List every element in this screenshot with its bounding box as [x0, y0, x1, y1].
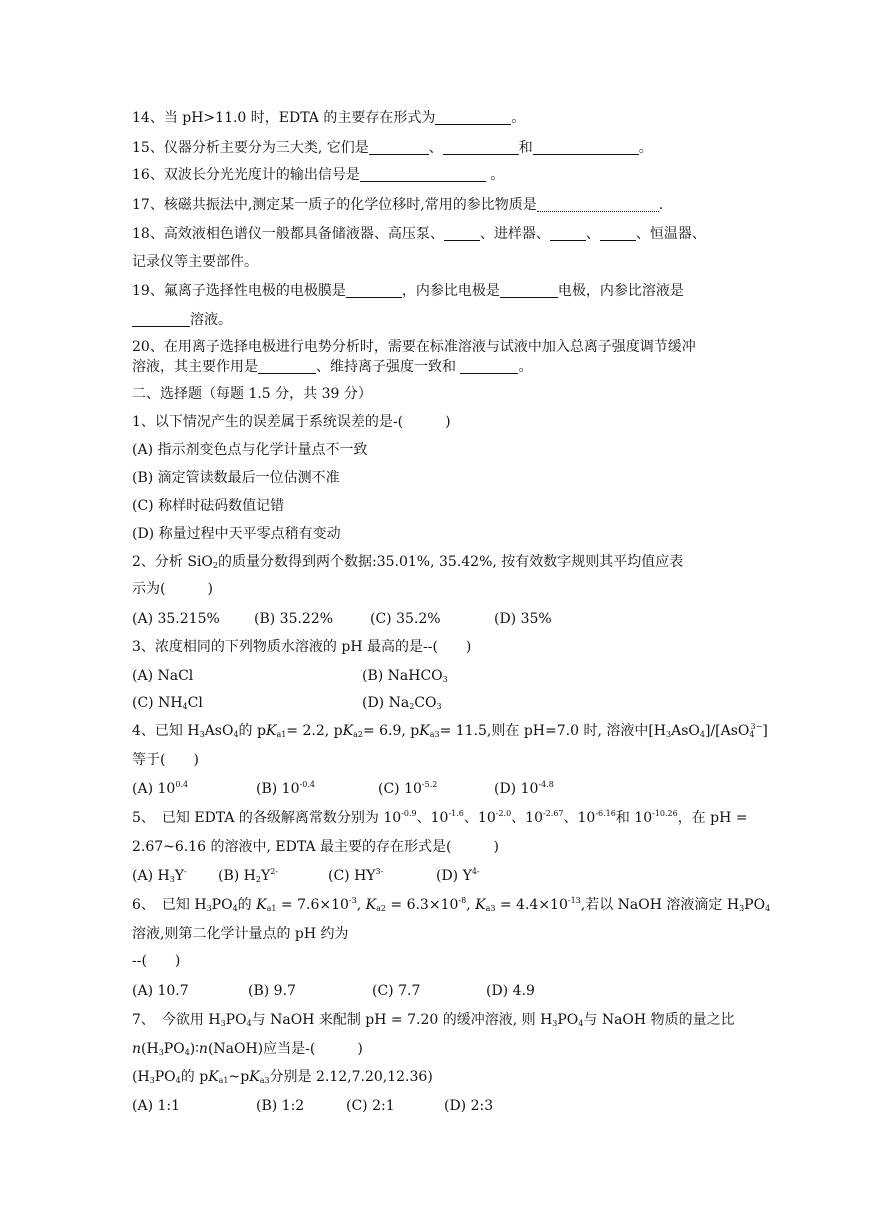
- subscript: 4: [749, 730, 755, 739]
- question-14: [132, 109, 525, 127]
- mc-question-5-cont: 2.67~6.16 的溶液中, EDTA 最主要的存在形式是( ): [132, 839, 499, 855]
- question-17: [132, 196, 663, 214]
- mc-question-7-cont: [132, 1040, 363, 1058]
- mc-question-6: [132, 896, 770, 914]
- q4-text: 4、已知 H: [132, 723, 200, 739]
- option-b[interactable]: (B) 35.22%: [254, 611, 334, 627]
- q6-text: = 6.3×10: [385, 897, 459, 913]
- q7-text: PO: [557, 1012, 579, 1028]
- subscript: 2: [255, 875, 261, 884]
- q16-end: 。: [490, 167, 505, 183]
- superscript: 0.4: [175, 780, 189, 789]
- mc-question-6-cont: 溶液,则第二化学计量点的 pH 约为: [132, 926, 349, 942]
- superscript: -8: [458, 896, 467, 905]
- k-symbol: K: [265, 723, 277, 739]
- superscript: 4-: [471, 867, 480, 876]
- option-c[interactable]: [328, 867, 383, 885]
- question-19-cont: [132, 311, 232, 329]
- answer-blank[interactable]: [460, 359, 518, 374]
- subscript: 4: [246, 1019, 252, 1028]
- answer-blank[interactable]: [369, 140, 429, 155]
- section-heading: 二、选择题（每题 1.5 分，共 39 分）: [132, 386, 372, 402]
- q6-text: 的: [237, 897, 257, 913]
- subscript: 3: [436, 702, 442, 711]
- q7-text: 分别是 2.12,7.20,12.36): [269, 1069, 433, 1085]
- option-c-text: (C) 10: [378, 781, 422, 797]
- superscript: -10.26: [652, 809, 678, 818]
- answer-blank[interactable]: [360, 167, 486, 182]
- option-d[interactable]: (D) 4.9: [486, 983, 535, 999]
- q18-text-4: 记录仪等主要部件。: [132, 254, 258, 270]
- subscript: 4: [699, 730, 705, 739]
- q5-text: 和 10: [615, 810, 653, 826]
- superscript: 3−: [750, 722, 763, 731]
- mc-question-7: [132, 1011, 735, 1029]
- option-d-text: (D) Y: [436, 868, 472, 884]
- mc-question-6-cont-2: --( ): [132, 953, 181, 969]
- q5-text: 5、 已知 EDTA 的各级解离常数分别为 10: [132, 810, 402, 826]
- q19-text: 19、氟离子选择性电极的电极膜是: [132, 283, 346, 299]
- k-symbol: K: [208, 1069, 219, 1085]
- q20-text: 20、在用离子选择电极进行电势分析时，需要在标准溶液与试液中加入总离子强度调节缓冲: [132, 339, 696, 355]
- answer-blank[interactable]: [537, 197, 659, 212]
- q4-text: AsO: [204, 723, 234, 739]
- answer-blank[interactable]: [435, 110, 511, 125]
- q14-text: 14、当 pH>11.0 时，EDTA 的主要存在形式为: [132, 110, 436, 126]
- option-c-text: (C) NH: [132, 695, 183, 711]
- option-b[interactable]: [362, 667, 448, 685]
- subscript: 3: [739, 904, 745, 913]
- subscript: a3: [259, 1076, 270, 1085]
- option-c-text: (C) HY: [328, 868, 376, 884]
- mc-question-2: [132, 553, 683, 571]
- q5-text: 、10: [416, 810, 449, 826]
- subscript: 4: [765, 904, 771, 913]
- subscript: 3: [220, 1019, 226, 1028]
- subscript: a3: [429, 730, 440, 739]
- q7-text: 的 p: [180, 1069, 209, 1085]
- k-symbol: K: [256, 897, 267, 913]
- q5-text: 、10: [511, 810, 543, 826]
- option-a-text-2: Y: [174, 868, 185, 884]
- q7-text: PO: [154, 1069, 176, 1085]
- answer-blank[interactable]: [550, 226, 586, 241]
- superscript: -2.67: [543, 809, 564, 818]
- superscript: -0.9: [401, 809, 417, 818]
- question-16: [132, 166, 504, 184]
- subscript: 3: [149, 1076, 155, 1085]
- superscript: -5.2: [421, 780, 438, 789]
- k-symbol: K: [342, 723, 354, 739]
- subscript: 3: [169, 875, 175, 884]
- subscript: 3: [552, 1019, 558, 1028]
- option-b[interactable]: [256, 780, 315, 798]
- option-a[interactable]: (A) NaCl: [132, 668, 194, 684]
- q4-text: = 11.5,则在 pH=7.0 时, 溶液中[H: [439, 723, 667, 739]
- option-b-text: (B) H: [218, 868, 256, 884]
- option-d[interactable]: [494, 780, 554, 798]
- subscript: a2: [353, 730, 363, 739]
- subscript: a2: [376, 904, 386, 913]
- n-symbol: n: [198, 1041, 208, 1057]
- q6-text: = 4.4×10: [495, 897, 568, 913]
- q4-text: AsO: [671, 723, 700, 739]
- mc-question-1: 1、以下情况产生的误差属于系统误差的是-( ): [132, 414, 451, 430]
- subscript: a1: [266, 904, 277, 913]
- option-b-text-2: Y: [260, 868, 271, 884]
- option-a[interactable]: [132, 867, 187, 885]
- option-b-text: (B) 10: [256, 781, 300, 797]
- subscript: 3: [199, 730, 205, 739]
- option-d[interactable]: (D) 35%: [494, 611, 552, 627]
- superscript: -13: [567, 896, 581, 905]
- q20-text-2: 溶液，其主要作用是: [132, 359, 258, 375]
- q19-text-3: 电极，内参比溶液是: [557, 283, 684, 299]
- answer-blank[interactable]: [444, 226, 480, 241]
- k-symbol: K: [475, 897, 486, 913]
- mc-question-7-note: [132, 1068, 433, 1086]
- question-20-cont: [132, 358, 532, 376]
- option-d-text: (D) Na: [362, 695, 410, 711]
- superscript: -1.6: [448, 809, 464, 818]
- q7-text: PO: [225, 1012, 247, 1028]
- answer-blank[interactable]: [258, 359, 316, 374]
- q19-text-4: 溶液。: [190, 312, 232, 328]
- option-d[interactable]: [362, 694, 442, 712]
- q14-end: 。: [511, 110, 526, 126]
- option-a[interactable]: (A) 1:1: [132, 1098, 181, 1114]
- q7-text: (H: [141, 1041, 159, 1057]
- k-symbol: K: [249, 1069, 260, 1085]
- mc-question-3: 3、浓度相同的下列物质水溶液的 pH 最高的是--( ): [132, 639, 472, 655]
- q18-text-3: 、恒温器、: [635, 226, 706, 242]
- option-a[interactable]: (A) 35.215%: [132, 611, 220, 627]
- subscript: a1: [276, 730, 287, 739]
- q6-text: PO: [211, 897, 233, 913]
- q6-text: ,: [466, 897, 476, 913]
- q19-text-2: ，内参比电极是: [401, 283, 500, 299]
- q7-text: PO: [163, 1041, 185, 1057]
- subscript: 4: [184, 1048, 190, 1057]
- option-a[interactable]: (A) 10.7: [132, 983, 189, 999]
- option-c[interactable]: (C) 称样时砝码数值记错: [132, 498, 285, 514]
- q6-text: = 7.6×10: [276, 897, 349, 913]
- q6-text: ,若以 NaOH 溶液滴定 H: [580, 897, 740, 913]
- option-c[interactable]: (C) 35.2%: [370, 611, 441, 627]
- q20-text-3: 、维持离子强度一致和: [316, 359, 456, 375]
- superscript: -0.4: [299, 780, 315, 789]
- q15-text: 15、仪器分析主要分为三大类, 它们是: [132, 140, 369, 156]
- q6-text: 6、 已知 H: [132, 897, 207, 913]
- option-a-text: (A) 10: [132, 781, 176, 797]
- q2-text-2: 的质量分数得到两个数据:35.01%, 35.42%, 按有效数字规则其平均值应表: [218, 554, 684, 570]
- q7-text: 与 NaOH 来配制 pH = 7.20 的缓冲溶液, 则 H: [251, 1012, 553, 1028]
- superscript: 2-: [270, 867, 279, 876]
- q4-text: = 2.2, p: [286, 723, 343, 739]
- q7-text: (H: [132, 1069, 150, 1085]
- subscript: 4: [175, 1076, 181, 1085]
- q18-sep: 、: [585, 226, 600, 242]
- answer-blank[interactable]: [600, 226, 636, 241]
- subscript: a3: [485, 904, 496, 913]
- superscript: 3-: [375, 867, 384, 876]
- q4-text: ]/[AsO: [705, 723, 750, 739]
- superscript: -4.8: [538, 780, 554, 789]
- q6-text: ,: [356, 897, 366, 913]
- question-20: [132, 338, 696, 356]
- q15-and: 和: [518, 140, 533, 156]
- q4-text: ]: [762, 723, 768, 739]
- subscript: 4: [182, 702, 188, 711]
- option-d[interactable]: [436, 867, 480, 885]
- mc-question-5: [132, 809, 748, 827]
- subscript: 2: [409, 702, 415, 711]
- q7-text: 7、 今欲用 H: [132, 1012, 221, 1028]
- option-d[interactable]: (D) 称量过程中天平零点稍有变动: [132, 526, 341, 542]
- q7-text: ~p: [228, 1069, 250, 1085]
- answer-blank[interactable]: [346, 283, 402, 298]
- q18-text: 18、高效液相色谱仪一般都具备储液器、高压泵、: [132, 226, 444, 242]
- n-symbol: n: [132, 1041, 142, 1057]
- question-18: [132, 225, 706, 243]
- q5-text: 、10: [563, 810, 596, 826]
- subscript: 3: [442, 675, 448, 684]
- option-d-text: (D) 10: [494, 781, 539, 797]
- subscript: 4: [233, 730, 239, 739]
- q4-text: = 6.9, p: [362, 723, 420, 739]
- option-b[interactable]: (B) 9.7: [248, 983, 296, 999]
- option-a-text: (A) H: [132, 868, 170, 884]
- subscript: 4: [578, 1019, 584, 1028]
- mc-question-4: [132, 722, 768, 740]
- mc-question-2-cont: 示为( ): [132, 581, 213, 597]
- option-c[interactable]: (C) 2:1: [346, 1098, 395, 1114]
- q7-text: )∶: [189, 1041, 199, 1057]
- q15-end: 。: [638, 140, 653, 156]
- subscript: 4: [232, 904, 238, 913]
- question-18-cont: [132, 253, 258, 271]
- option-b-text: (B) NaHCO: [362, 668, 443, 684]
- superscript: -3: [348, 896, 357, 905]
- q16-text: 16、双波长分光光度计的输出信号是: [132, 167, 360, 183]
- q20-end: 。: [518, 359, 533, 375]
- k-symbol: K: [365, 897, 377, 913]
- subscript: 3: [158, 1048, 164, 1057]
- superscript: -2.0: [495, 809, 512, 818]
- option-b[interactable]: [218, 867, 278, 885]
- q4-text: 的 p: [238, 723, 266, 739]
- superscript: -: [184, 867, 187, 876]
- q7-text: 与 NaOH 物质的量之比: [583, 1012, 735, 1028]
- q17-text: 17、核磁共振法中,测定某一质子的化学位移时,常用的参比物质是: [132, 197, 537, 213]
- option-a[interactable]: [132, 780, 188, 798]
- answer-blank[interactable]: [443, 140, 519, 155]
- q2-text: 2、分析 SiO: [132, 554, 213, 570]
- q6-text: PO: [744, 897, 766, 913]
- option-b[interactable]: (B) 1:2: [256, 1098, 305, 1114]
- option-c[interactable]: [132, 694, 203, 712]
- k-symbol: K: [419, 723, 430, 739]
- option-a[interactable]: (A) 指示剂变色点与化学计量点不一致: [132, 442, 368, 458]
- question-19: [132, 282, 684, 300]
- subscript: a1: [218, 1076, 229, 1085]
- option-c[interactable]: (C) 7.7: [372, 983, 421, 999]
- mc-question-4-cont: 等于( ): [132, 752, 199, 768]
- answer-blank[interactable]: [533, 140, 639, 155]
- q7-text: (NaOH)应当是-( ): [207, 1041, 363, 1057]
- answer-blank[interactable]: [500, 283, 558, 298]
- q5-text: ，在 pH =: [677, 810, 748, 826]
- q18-text-2: 、进样器、: [479, 226, 550, 242]
- subscript: 3: [666, 730, 672, 739]
- q17-end: .: [658, 197, 664, 213]
- option-c-text-2: Cl: [187, 695, 203, 711]
- option-d-text-2: CO: [414, 695, 437, 711]
- option-c[interactable]: [378, 780, 437, 798]
- subscript: 3: [206, 904, 212, 913]
- q5-text: 、10: [463, 810, 496, 826]
- superscript: -6.16: [595, 809, 616, 818]
- q15-sep: 、: [428, 140, 443, 156]
- option-b[interactable]: (B) 滴定管读数最后一位估测不准: [132, 470, 340, 486]
- subscript: 2: [212, 561, 218, 570]
- answer-blank[interactable]: [132, 312, 190, 327]
- option-d[interactable]: (D) 2:3: [444, 1098, 494, 1114]
- question-15: [132, 139, 653, 157]
